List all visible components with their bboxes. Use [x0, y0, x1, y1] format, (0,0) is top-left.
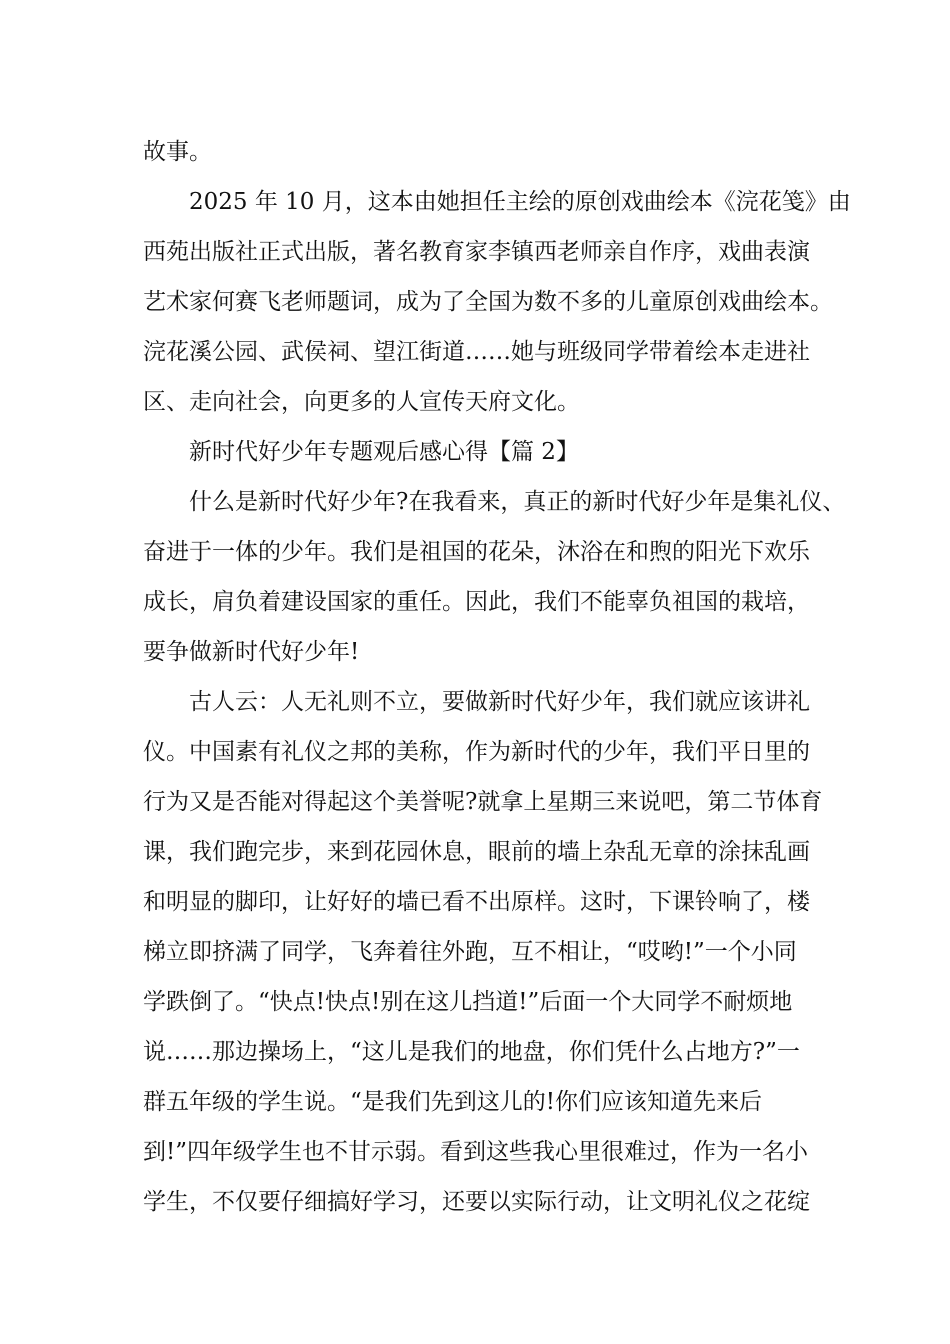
text-line: 西苑出版社正式出版，著名教育家李镇西老师亲自作序，戏曲表演 [143, 239, 810, 265]
text-line: 古人云：人无礼则不立，要做新时代好少年，我们就应该讲礼 [143, 689, 810, 715]
text-line: 和明显的脚印，让好好的墙已看不出原样。这时，下课铃响了，楼 [143, 889, 810, 915]
text-line: 学生，不仅要仔细搞好学习，还要以实际行动，让文明礼仪之花绽 [143, 1189, 810, 1215]
text-line: 仪。中国素有礼仪之邦的美称，作为新时代的少年，我们平日里的 [143, 739, 810, 765]
text-line: 2025 年 10 月，这本由她担任主绘的原创戏曲绘本《浣花笺》由 [143, 189, 851, 215]
text-line: 故事。 [143, 139, 212, 165]
text-line: 学跌倒了。“快点!快点!别在这儿挡道!”后面一个大同学不耐烦地 [143, 989, 793, 1015]
text-line: 区、走向社会，向更多的人宣传天府文化。 [143, 389, 580, 415]
text-line: 行为又是否能对得起这个美誉呢?就拿上星期三来说吧，第二节体育 [143, 789, 823, 815]
text-line: 群五年级的学生说。“是我们先到这儿的!你们应该知道先来后 [143, 1089, 763, 1115]
text-line: 课，我们跑完步，来到花园休息，眼前的墙上杂乱无章的涂抹乱画 [143, 839, 810, 865]
text-line: 什么是新时代好少年?在我看来，真正的新时代好少年是集礼仪、 [143, 489, 846, 515]
text-line: 艺术家何赛飞老师题词，成为了全国为数不多的儿童原创戏曲绘本。 [143, 289, 833, 315]
text-line: 浣花溪公园、武侯祠、望江街道……她与班级同学带着绘本走进社 [143, 339, 810, 365]
section-heading: 新时代好少年专题观后感心得【篇 2】 [143, 439, 579, 465]
text-line: 到!”四年级学生也不甘示弱。看到这些我心里很难过，作为一名小 [143, 1139, 809, 1165]
text-line: 奋进于一体的少年。我们是祖国的花朵，沐浴在和煦的阳光下欢乐 [143, 539, 810, 565]
text-line: 说……那边操场上，“这儿是我们的地盘，你们凭什么占地方?”一 [143, 1039, 800, 1065]
text-line: 成长，肩负着建设国家的重任。因此，我们不能辜负祖国的栽培， [143, 589, 810, 615]
text-line: 梯立即挤满了同学，飞奔着往外跑，互不相让，“哎哟!”一个小同 [143, 939, 797, 965]
text-line: 要争做新时代好少年! [143, 639, 360, 665]
